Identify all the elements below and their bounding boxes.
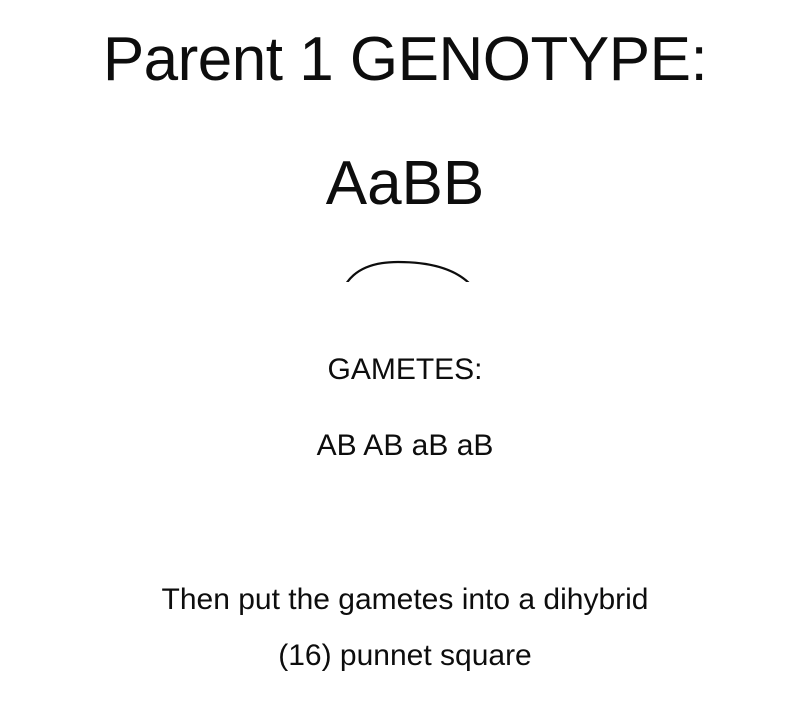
gametes-label: GAMETES: — [327, 353, 483, 386]
top-arrow-a-to-second-b-icon — [336, 262, 480, 282]
instruction-line-2: (16) punnet square — [278, 638, 532, 672]
instruction-line-1: Then put the gametes into a dihybrid — [161, 583, 649, 616]
genotype-value: AaBB — [325, 149, 485, 218]
genotype-block — [0, 150, 810, 260]
gametes-values: AB AB aB aB — [316, 429, 494, 462]
page-title: Parent 1 GENOTYPE: — [102, 25, 708, 94]
instruction-text — [0, 572, 810, 683]
